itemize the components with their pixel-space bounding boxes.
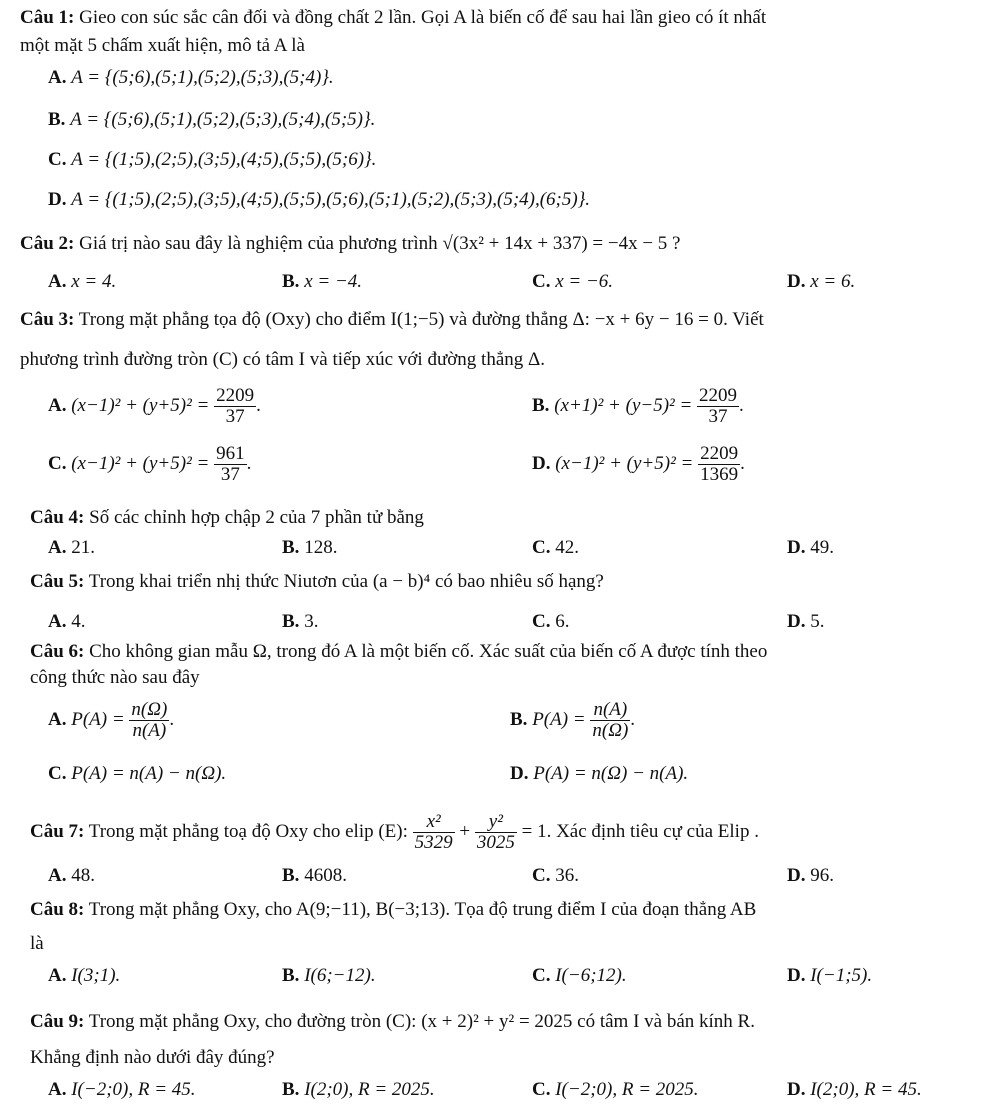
q3-option-d[interactable]: D. (x−1)² + (y+5)² = $\frac{2209}{1369}$ . — [532, 443, 745, 485]
q8-option-a[interactable]: A. I(3;1). — [48, 965, 121, 986]
q5-option-b[interactable]: B. 3. — [282, 611, 319, 632]
q5-line1: Câu 5: Trong khai triển nhị thức Niutơn của (a − b)⁴ có bao nhiêu số hạng? — [30, 571, 604, 592]
q1-option-d[interactable]: D. A = {(1;5),(2;5),(3;5),(4;5),(5;5),(5;6),(5;1),(5;2),(5;3),(5;4),(6;5)}. — [48, 189, 591, 210]
fraction: $\frac{\text{y²}}{3025}$ — [476, 811, 515, 853]
q6-line1: Câu 6: Cho không gian mẫu Ω, trong đó A là một biến cố. Xác suất của biến cố A được tính theo — [30, 641, 768, 662]
q3-option-c[interactable]: C. (x−1)² + (y+5)² = $\frac{961}{37}$ . — [48, 443, 252, 485]
q5-option-c[interactable]: C. 6. — [532, 611, 570, 632]
q7-option-c[interactable]: C. 36. — [532, 865, 579, 886]
q1-option-c[interactable]: C. A = {(1;5),(2;5),(3;5),(4;5),(5;5),(5;6)}. — [48, 149, 377, 170]
q9-line1: Câu 9: Trong mặt phẳng Oxy, cho đường tròn (C): (x + 2)² + y² = 2025 có tâm I và bán kính R. — [30, 1011, 755, 1032]
fraction: $\frac{2209}{1369}$ — [700, 443, 739, 485]
q2-option-c[interactable]: C. x = −6. — [532, 271, 614, 292]
fraction: $\frac{2209}{37}$ — [216, 385, 255, 427]
q6-line2: công thức nào sau đây — [30, 667, 200, 688]
q2-option-b[interactable]: B. x = −4. — [282, 271, 363, 292]
q9-line2: Khẳng định nào dưới đây đúng? — [30, 1047, 275, 1068]
q4-option-a[interactable]: A. 21. — [48, 537, 95, 558]
q7-option-a[interactable]: A. 48. — [48, 865, 95, 886]
q2-line1: Câu 2: Giá trị nào sau đây là nghiệm của phương trình √(3x² + 14x + 337) = −4x − 5 ? — [20, 233, 681, 254]
fraction: $\frac{961}{37}$ — [216, 443, 245, 485]
fraction: $\frac{\text{x²}}{5329}$ — [414, 811, 453, 853]
q3-line2: phương trình đường tròn (C) có tâm I và tiếp xúc với đường thẳng Δ. — [20, 349, 545, 370]
q1-option-b[interactable]: B. A = {(5;6),(5;1),(5;2),(5;3),(5;4),(5;5)}. — [48, 109, 376, 130]
q3-option-a[interactable]: A. (x−1)² + (y+5)² = $\frac{2209}{37}$ . — [48, 385, 261, 427]
q8-option-c[interactable]: C. I(−6;12). — [532, 965, 627, 986]
q6-option-d[interactable]: D. P(A) = n(Ω) − n(A). — [510, 763, 689, 784]
q6-option-c[interactable]: C. P(A) = n(A) − n(Ω). — [48, 763, 227, 784]
q3-line1: Câu 3: Trong mặt phẳng tọa độ (Oxy) cho điểm I(1;−5) và đường thẳng Δ: −x + 6y − 16 = 0. Viết — [20, 309, 764, 330]
q8-line1: Câu 8: Trong mặt phẳng Oxy, cho A(9;−11), B(−3;13). Tọa độ trung điểm I của đoạn thẳng AB — [30, 899, 757, 920]
q5-option-a[interactable]: A. 4. — [48, 611, 86, 632]
q7-option-b[interactable]: B. 4608. — [282, 865, 347, 886]
q9-option-d[interactable]: D. I(2;0), R = 45. — [787, 1079, 922, 1100]
q8-option-b[interactable]: B. I(6;−12). — [282, 965, 376, 986]
q6-option-a[interactable]: A. P(A) = $\frac{n(\Omega)}{n(A)}$ . — [48, 699, 175, 741]
fraction: $\frac{n(\Omega)}{n(A)}$ — [131, 699, 168, 741]
q2-option-d[interactable]: D. x = 6. — [787, 271, 856, 292]
q4-option-b[interactable]: B. 128. — [282, 537, 338, 558]
q1-line2: một mặt 5 chấm xuất hiện, mô tả A là — [20, 35, 305, 56]
fraction: $\frac{2209}{37}$ — [699, 385, 738, 427]
fraction: $\frac{n(A)}{n(\Omega)}$ — [592, 699, 629, 741]
q8-line2: là — [30, 933, 44, 954]
q2-option-a[interactable]: A. x = 4. — [48, 271, 117, 292]
q7-option-d[interactable]: D. 96. — [787, 865, 834, 886]
q3-option-b[interactable]: B. (x+1)² + (y−5)² = $\frac{2209}{37}$ . — [532, 385, 744, 427]
q7-line1: Câu 7: Trong mặt phẳng toạ độ Oxy cho elip (E): $\frac{\text{x²}}{5329}$ + $\frac{\text{y²}}{3025}$ = 1. Xác định tiêu cự của Elip . — [30, 811, 759, 853]
q6-option-b[interactable]: B. P(A) = $\frac{n(A)}{n(\Omega)}$ . — [510, 699, 636, 741]
q1-option-a[interactable]: A. A = {(5;6),(5;1),(5;2),(5;3),(5;4)}. — [48, 67, 334, 88]
q9-option-b[interactable]: B. I(2;0), R = 2025. — [282, 1079, 435, 1100]
q5-option-d[interactable]: D. 5. — [787, 611, 825, 632]
q1-line1: Câu 1: Gieo con súc sắc cân đối và đồng chất 2 lần. Gọi A là biến cố để sau hai lần gieo có ít nhất — [20, 7, 767, 28]
q4-option-d[interactable]: D. 49. — [787, 537, 834, 558]
q9-option-a[interactable]: A. I(−2;0), R = 45. — [48, 1079, 196, 1100]
q8-option-d[interactable]: D. I(−1;5). — [787, 965, 873, 986]
q4-option-c[interactable]: C. 42. — [532, 537, 579, 558]
q9-option-c[interactable]: C. I(−2;0), R = 2025. — [532, 1079, 699, 1100]
q4-line1: Câu 4: Số các chỉnh hợp chập 2 của 7 phần tử bằng — [30, 507, 424, 528]
